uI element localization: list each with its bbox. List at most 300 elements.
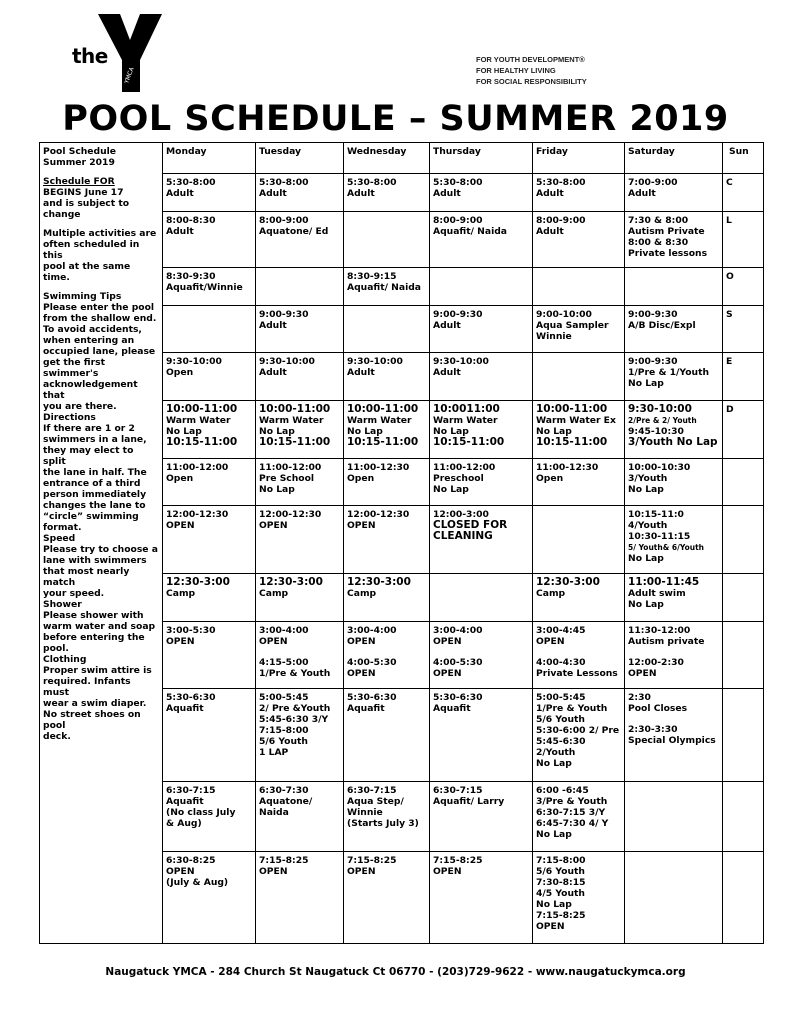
- day-header: Saturday: [625, 143, 723, 174]
- info-text-line: BEGINS June 17: [43, 187, 124, 198]
- schedule-cell: [256, 353, 344, 401]
- info-text-line: Pool Schedule: [43, 146, 117, 157]
- schedule-entry: Camp: [347, 588, 377, 599]
- schedule-cell: [344, 689, 430, 782]
- schedule-cell: [256, 622, 344, 689]
- schedule-entry: 2:30-3:30: [628, 724, 678, 735]
- sunday-cell: S: [723, 306, 764, 353]
- info-text-line: Proper swim attire is: [43, 665, 152, 676]
- schedule-entry: & Aug): [166, 818, 202, 829]
- schedule-entry: 5/ Youth& 6/Youth: [628, 543, 704, 552]
- day-header: Friday: [533, 143, 625, 174]
- schedule-entry: 8:00-9:00: [259, 215, 309, 226]
- schedule-entry: Aquafit: [347, 703, 385, 714]
- schedule-entry: No Lap: [166, 426, 202, 437]
- info-text-line: pool at the same time.: [43, 261, 131, 283]
- schedule-entry: A/B Disc/Expl: [628, 320, 696, 331]
- schedule-entry: 11:00-12:30: [347, 462, 410, 473]
- schedule-cell: [344, 459, 430, 506]
- schedule-entry: OPEN: [259, 520, 288, 531]
- schedule-cell: [256, 174, 344, 212]
- schedule-entry: No Lap: [536, 758, 572, 769]
- schedule-entry: 12:00-3:00: [433, 509, 489, 520]
- schedule-entry: 7:30-8:15: [536, 877, 586, 888]
- schedule-entry: 9:00-10:00: [536, 309, 592, 320]
- sunday-cell: C: [723, 174, 764, 212]
- schedule-cell: [344, 506, 430, 574]
- schedule-entry: 12:00-12:30: [259, 509, 322, 520]
- schedule-entry: 3:00-4:00: [433, 625, 483, 636]
- schedule-entry: 1/Pre & 1/Youth: [628, 367, 709, 378]
- info-text-line: person immediately: [43, 489, 147, 500]
- info-text-line: format.: [43, 522, 82, 533]
- sunday-cell: O: [723, 268, 764, 306]
- schedule-entry: 4/5 Youth: [536, 888, 585, 899]
- schedule-cell: [344, 306, 430, 353]
- schedule-entry: Adult: [536, 188, 564, 199]
- schedule-entry: 10:15-11:00: [347, 436, 419, 448]
- schedule-entry: 7:15-8:25: [259, 855, 309, 866]
- sunday-cell: [723, 506, 764, 574]
- schedule-entry: 2/ Pre &Youth: [259, 703, 331, 714]
- schedule-entry: Adult: [166, 226, 194, 237]
- schedule-entry: 9:00-9:30: [628, 309, 678, 320]
- info-section-heading: Swimming Tips: [43, 291, 122, 302]
- schedule-entry: 10:00-10:30: [628, 462, 691, 473]
- schedule-entry: 7:15-8:25: [347, 855, 397, 866]
- schedule-cell: [430, 782, 533, 852]
- schedule-entry: OPEN: [166, 520, 195, 531]
- info-text-line: lane with swimmers: [43, 555, 147, 566]
- schedule-entry: No Lap: [259, 426, 295, 437]
- schedule-entry: 3/Pre & Youth: [536, 796, 608, 807]
- schedule-entry: No Lap: [628, 484, 664, 495]
- info-text-line: and is subject to: [43, 198, 130, 209]
- schedule-cell: [163, 852, 256, 944]
- schedule-cell: [625, 268, 723, 306]
- info-section-heading: Clothing: [43, 654, 87, 665]
- schedule-cell: [163, 353, 256, 401]
- schedule-cell: [163, 459, 256, 506]
- schedule-entry: 5:00-5:45: [259, 692, 309, 703]
- schedule-entry: OPEN: [433, 866, 462, 877]
- schedule-entry: 4:15-5:00: [259, 657, 309, 668]
- schedule-entry: Winnie: [536, 331, 572, 342]
- footer-contact: Naugatuck YMCA - 284 Church St Naugatuck Ct 06770 - (203)729-9622 - www.naugatuckymca.org: [105, 966, 686, 978]
- tagline-line: FOR HEALTHY LIVING: [476, 66, 556, 75]
- schedule-cell: [625, 622, 723, 689]
- info-text-line: No street shoes on pool: [43, 709, 141, 731]
- schedule-entry: No Lap: [628, 553, 664, 564]
- info-text-line: Please try to choose a: [43, 544, 158, 555]
- schedule-entry: Camp: [166, 588, 196, 599]
- schedule-cell: [533, 459, 625, 506]
- schedule-entry: 2:30: [628, 692, 651, 703]
- info-text-line: warm water and soap: [43, 621, 156, 632]
- info-text-line: that most nearly match: [43, 566, 130, 588]
- schedule-entry: 5:30-8:00: [166, 177, 216, 188]
- schedule-cell: [625, 459, 723, 506]
- schedule-entry: 8:00-8:30: [166, 215, 216, 226]
- schedule-entry: OPEN: [433, 636, 462, 647]
- schedule-entry: 12:30-3:00: [259, 576, 323, 588]
- day-header: Thursday: [430, 143, 533, 174]
- schedule-entry: 8:30-9:15: [347, 271, 397, 282]
- schedule-cell: [163, 782, 256, 852]
- schedule-entry: Aquatone/: [259, 796, 313, 807]
- schedule-entry: 6:30-7:15: [347, 785, 397, 796]
- schedule-cell: [430, 459, 533, 506]
- schedule-entry: (Starts July 3): [347, 818, 419, 829]
- schedule-entry: Adult: [259, 188, 287, 199]
- schedule-cell: [163, 212, 256, 268]
- schedule-cell: [344, 401, 430, 459]
- schedule-entry: OPEN: [259, 866, 288, 877]
- schedule-entry: Adult: [259, 367, 287, 378]
- schedule-entry: 10:0011:00: [433, 403, 500, 415]
- schedule-entry: 5:30-8:00: [433, 177, 483, 188]
- schedule-entry: 7:15-8:25: [536, 910, 586, 921]
- schedule-cell: [344, 353, 430, 401]
- schedule-cell: [533, 174, 625, 212]
- info-text-line: before entering the: [43, 632, 145, 643]
- schedule-entry: 3/Youth No Lap: [628, 436, 718, 448]
- schedule-entry: Adult swim: [628, 588, 686, 599]
- info-text-line: wear a swim diaper.: [43, 698, 147, 709]
- schedule-entry: 9:00-9:30: [433, 309, 483, 320]
- schedule-entry: 5:30-6:30: [433, 692, 483, 703]
- sunday-cell: [723, 782, 764, 852]
- info-text-line: swimmers in a lane,: [43, 434, 147, 445]
- schedule-cell: [533, 852, 625, 944]
- schedule-entry: 4:00-5:30: [433, 657, 483, 668]
- tagline-line: FOR YOUTH DEVELOPMENT®: [476, 55, 585, 64]
- schedule-table: [39, 142, 764, 944]
- schedule-entry: Preschool: [433, 473, 484, 484]
- schedule-entry: Aquatone/ Ed: [259, 226, 329, 237]
- info-text-line: get the first swimmer's: [43, 357, 105, 379]
- schedule-entry: 12:30-3:00: [536, 576, 600, 588]
- schedule-entry: 10:30-11:15: [628, 531, 691, 542]
- schedule-entry: Open: [536, 473, 564, 484]
- schedule-cell: [344, 212, 430, 268]
- info-text-line: “circle” swimming: [43, 511, 139, 522]
- schedule-cell: [163, 574, 256, 622]
- schedule-entry: Adult: [347, 367, 375, 378]
- schedule-cell: [533, 689, 625, 782]
- sunday-cell: [723, 689, 764, 782]
- schedule-entry: Aquafit/ Naida: [347, 282, 421, 293]
- schedule-entry: 8:00 & 8:30: [628, 237, 689, 248]
- schedule-entry: 9:30-10:00: [259, 356, 315, 367]
- day-header: Wednesday: [344, 143, 430, 174]
- info-section-heading: Shower: [43, 599, 82, 610]
- schedule-entry: 8:00-9:00: [536, 215, 586, 226]
- schedule-entry: Adult: [166, 188, 194, 199]
- schedule-entry: No Lap: [433, 484, 469, 495]
- info-text-line: Please shower with: [43, 610, 144, 621]
- day-header: Sun: [723, 143, 764, 174]
- schedule-cell: [256, 401, 344, 459]
- schedule-entry: 5/6 Youth: [259, 736, 308, 747]
- schedule-entry: 8:00-9:00: [433, 215, 483, 226]
- schedule-cell: [430, 268, 533, 306]
- schedule-entry: 9:00-9:30: [628, 356, 678, 367]
- day-header: Tuesday: [256, 143, 344, 174]
- schedule-entry: No Lap: [347, 426, 383, 437]
- schedule-cell: [625, 353, 723, 401]
- schedule-entry: 3/Youth: [628, 473, 668, 484]
- schedule-entry: 2/Pre & 2/ Youth: [628, 416, 697, 425]
- schedule-entry: No Lap: [536, 829, 572, 840]
- schedule-entry: Aqua Step/: [347, 796, 404, 807]
- schedule-entry: 11:00-12:00: [259, 462, 322, 473]
- schedule-entry: Adult: [536, 226, 564, 237]
- schedule-cell: [344, 622, 430, 689]
- schedule-entry: OPEN: [166, 866, 195, 877]
- schedule-entry: Private lessons: [628, 248, 708, 259]
- sunday-cell: L: [723, 212, 764, 268]
- info-sidebar: [40, 143, 163, 944]
- schedule-entry: No Lap: [259, 484, 295, 495]
- schedule-entry: 5:30-6:30: [347, 692, 397, 703]
- schedule-entry: Aquafit: [166, 703, 204, 714]
- info-text-line: they may elect to split: [43, 445, 134, 467]
- schedule-entry: 4:00-5:30: [347, 657, 397, 668]
- schedule-entry: 9:30-10:00: [166, 356, 222, 367]
- schedule-entry: 10:15-11:00: [433, 436, 505, 448]
- schedule-cell: [256, 852, 344, 944]
- schedule-entry: OPEN: [536, 921, 565, 932]
- schedule-entry: OPEN: [347, 520, 376, 531]
- logo-mark-text: YMCA: [123, 66, 136, 85]
- schedule-entry: 9:30-10:00: [433, 356, 489, 367]
- schedule-entry: CLEANING: [433, 530, 493, 542]
- schedule-entry: 10:15-11:00: [259, 436, 331, 448]
- schedule-entry: 7:15-8:25: [433, 855, 483, 866]
- schedule-cell: [430, 506, 533, 574]
- schedule-cell: [430, 689, 533, 782]
- schedule-entry: 10:15-11:0: [628, 509, 684, 520]
- schedule-entry: 9:00-9:30: [259, 309, 309, 320]
- schedule-entry: Warm Water: [166, 415, 231, 426]
- schedule-entry: 7:30 & 8:00: [628, 215, 689, 226]
- schedule-entry: OPEN: [536, 636, 565, 647]
- schedule-cell: [163, 506, 256, 574]
- schedule-entry: 5:30-8:00: [536, 177, 586, 188]
- schedule-entry: OPEN: [166, 636, 195, 647]
- schedule-cell: [533, 622, 625, 689]
- info-text-line: If there are 1 or 2: [43, 423, 135, 434]
- schedule-entry: 7:15-8:00: [536, 855, 586, 866]
- schedule-entry: 7:00-9:00: [628, 177, 678, 188]
- sunday-cell: D: [723, 401, 764, 459]
- schedule-entry: Pool Closes: [628, 703, 688, 714]
- info-section-heading: Directions: [43, 412, 96, 423]
- info-text-line: when entering an: [43, 335, 135, 346]
- info-section-heading: Schedule FOR: [43, 176, 115, 187]
- schedule-entry: 10:00-11:00: [536, 403, 608, 415]
- info-text-line: acknowledgement that: [43, 379, 138, 401]
- schedule-cell: [256, 459, 344, 506]
- schedule-cell: [344, 852, 430, 944]
- schedule-cell: [533, 401, 625, 459]
- schedule-cell: [625, 574, 723, 622]
- schedule-entry: 9:45-10:30: [628, 426, 684, 437]
- schedule-entry: (July & Aug): [166, 877, 229, 888]
- schedule-entry: Adult: [259, 320, 287, 331]
- tagline-line: FOR SOCIAL RESPONSIBILITY: [476, 77, 587, 86]
- schedule-cell: [430, 401, 533, 459]
- sunday-cell: [723, 622, 764, 689]
- schedule-entry: 6:30-7:15 3/Y: [536, 807, 606, 818]
- schedule-entry: 4:00-4:30: [536, 657, 586, 668]
- schedule-cell: [430, 622, 533, 689]
- schedule-cell: [256, 689, 344, 782]
- schedule-cell: [163, 401, 256, 459]
- schedule-cell: [430, 574, 533, 622]
- schedule-entry: 3:00-4:00: [259, 625, 309, 636]
- schedule-cell: [625, 212, 723, 268]
- schedule-cell: [256, 212, 344, 268]
- schedule-cell: [163, 689, 256, 782]
- schedule-cell: [533, 212, 625, 268]
- schedule-cell: [533, 574, 625, 622]
- schedule-entry: 1/Pre & Youth: [259, 668, 331, 679]
- schedule-entry: 2/Youth: [536, 747, 576, 758]
- schedule-cell: [533, 782, 625, 852]
- schedule-entry: Pre School: [259, 473, 315, 484]
- schedule-entry: Open: [166, 367, 194, 378]
- info-text-line: your speed.: [43, 588, 105, 599]
- schedule-entry: OPEN: [347, 866, 376, 877]
- schedule-entry: Camp: [536, 588, 566, 599]
- schedule-entry: 3:00-4:45: [536, 625, 586, 636]
- schedule-entry: Adult: [628, 188, 656, 199]
- schedule-entry: Special Olympics: [628, 735, 716, 746]
- schedule-cell: [256, 574, 344, 622]
- page-title: POOL SCHEDULE – SUMMER 2019: [62, 99, 729, 139]
- schedule-entry: OPEN: [259, 636, 288, 647]
- schedule-entry: 12:00-12:30: [347, 509, 410, 520]
- schedule-entry: (No class July: [166, 807, 236, 818]
- schedule-entry: OPEN: [347, 668, 376, 679]
- schedule-entry: 6:30-8:25: [166, 855, 216, 866]
- schedule-cell: [533, 306, 625, 353]
- schedule-entry: Aquafit/ Naida: [433, 226, 507, 237]
- schedule-entry: No Lap: [433, 426, 469, 437]
- schedule-entry: 11:00-12:30: [536, 462, 599, 473]
- schedule-entry: Autism private: [628, 636, 705, 647]
- schedule-cell: [533, 353, 625, 401]
- schedule-cell: [430, 852, 533, 944]
- schedule-entry: No Lap: [628, 378, 664, 389]
- sunday-cell: E: [723, 353, 764, 401]
- schedule-entry: Warm Water Ex: [536, 415, 616, 426]
- schedule-entry: 5:30-8:00: [347, 177, 397, 188]
- schedule-entry: 5:30-6:30: [166, 692, 216, 703]
- schedule-entry: Aquafit: [166, 796, 204, 807]
- schedule-cell: [344, 174, 430, 212]
- schedule-entry: 12:30-3:00: [347, 576, 411, 588]
- schedule-entry: 9:30-10:00: [347, 356, 403, 367]
- schedule-entry: 1 LAP: [259, 747, 289, 758]
- schedule-entry: 12:00-12:30: [166, 509, 229, 520]
- info-text-line: entrance of a third: [43, 478, 141, 489]
- schedule-entry: 11:00-11:45: [628, 576, 700, 588]
- schedule-entry: 6:30-7:15: [433, 785, 483, 796]
- schedule-entry: 6:30-7:30: [259, 785, 309, 796]
- schedule-entry: Aquafit/ Larry: [433, 796, 505, 807]
- schedule-entry: 5:45-6:30: [536, 736, 586, 747]
- info-text-line: Please enter the pool: [43, 302, 155, 313]
- schedule-entry: 1/Pre & Youth: [536, 703, 608, 714]
- schedule-entry: No Lap: [536, 899, 572, 910]
- schedule-entry: No Lap: [628, 599, 664, 610]
- schedule-entry: 6:45-7:30 4/ Y: [536, 818, 609, 829]
- schedule-entry: 10:15-11:00: [166, 436, 238, 448]
- day-header: Monday: [163, 143, 256, 174]
- schedule-cell: [344, 268, 430, 306]
- schedule-entry: Open: [166, 473, 194, 484]
- schedule-entry: 6:00 -6:45: [536, 785, 589, 796]
- schedule-cell: [256, 782, 344, 852]
- schedule-entry: 10:00-11:00: [166, 403, 238, 415]
- schedule-entry: 12:00-2:30: [628, 657, 684, 668]
- schedule-entry: 5:30-8:00: [259, 177, 309, 188]
- schedule-cell: [625, 782, 723, 852]
- info-text-line: often scheduled in this: [43, 239, 140, 261]
- schedule-entry: Aquafit: [433, 703, 471, 714]
- info-text-line: changes the lane to: [43, 500, 146, 511]
- schedule-entry: Adult: [433, 367, 461, 378]
- schedule-cell: [163, 622, 256, 689]
- schedule-entry: 5:00-5:45: [536, 692, 586, 703]
- logo-the: the: [72, 44, 108, 68]
- schedule-entry: 3:00-4:00: [347, 625, 397, 636]
- schedule-entry: Autism Private: [628, 226, 705, 237]
- schedule-cell: [533, 268, 625, 306]
- schedule-cell: [430, 353, 533, 401]
- info-text-line: required. Infants must: [43, 676, 131, 698]
- schedule-entry: Aquafit/Winnie: [166, 282, 243, 293]
- schedule-cell: [163, 174, 256, 212]
- schedule-cell: [430, 174, 533, 212]
- schedule-entry: Camp: [259, 588, 289, 599]
- schedule-entry: 3:00-5:30: [166, 625, 216, 636]
- schedule-entry: Open: [347, 473, 375, 484]
- schedule-entry: 12:30-3:00: [166, 576, 230, 588]
- schedule-entry: Naida: [259, 807, 289, 818]
- schedule-entry: Warm Water: [259, 415, 324, 426]
- schedule-cell: [430, 306, 533, 353]
- schedule-cell: [533, 506, 625, 574]
- schedule-entry: 7:15-8:00: [259, 725, 309, 736]
- schedule-cell: [163, 306, 256, 353]
- schedule-entry: 11:00-12:00: [433, 462, 496, 473]
- schedule-cell: [625, 174, 723, 212]
- sunday-cell: [723, 459, 764, 506]
- schedule-cell: [625, 852, 723, 944]
- schedule-entry: Adult: [347, 188, 375, 199]
- schedule-entry: Adult: [433, 188, 461, 199]
- schedule-entry: 4/Youth: [628, 520, 668, 531]
- schedule-cell: [344, 574, 430, 622]
- schedule-entry: 5:45-6:30 3/Y: [259, 714, 329, 725]
- schedule-cell: [163, 268, 256, 306]
- info-text-line: pool.: [43, 643, 69, 654]
- schedule-entry: 5/6 Youth: [536, 866, 585, 877]
